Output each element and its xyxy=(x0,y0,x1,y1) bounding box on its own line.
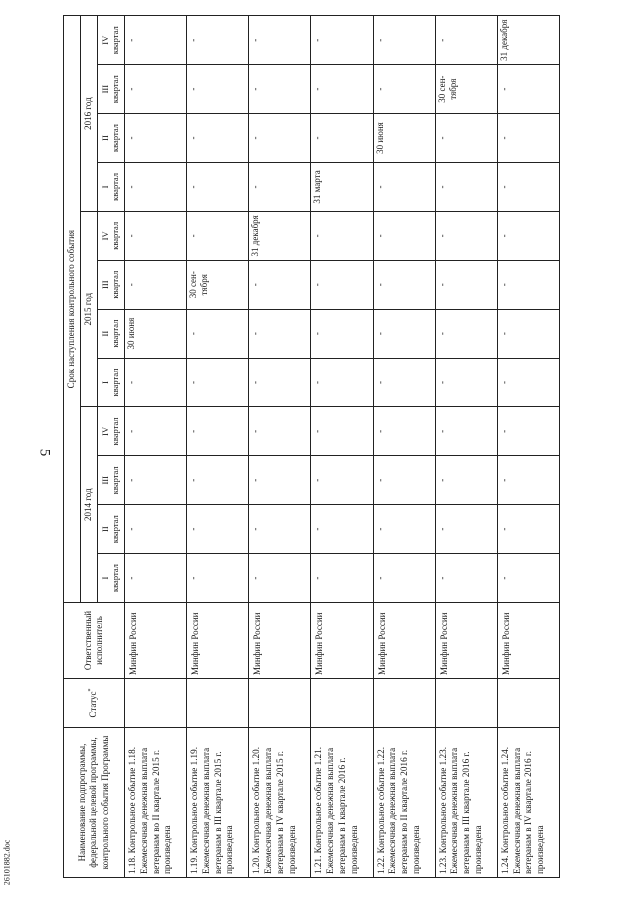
header-quarter: II квартал xyxy=(98,505,125,554)
deadline-cell: - xyxy=(125,554,187,603)
deadline-cell: - xyxy=(187,456,249,505)
deadline-cell: - xyxy=(125,358,187,407)
deadline-cell: - xyxy=(249,407,311,456)
header-status: Статус* xyxy=(64,679,125,728)
deadline-cell: - xyxy=(187,309,249,358)
event-name-cell: 1.23. Контрольное событие 1.23. Ежемесячная денежная выплата ветеранам в III квартале 2016 г. произведена xyxy=(435,728,497,878)
deadline-cell: - xyxy=(125,162,187,211)
deadline-cell: - xyxy=(435,211,497,260)
status-cell xyxy=(125,679,187,728)
deadline-cell: - xyxy=(125,260,187,309)
deadline-cell: - xyxy=(435,407,497,456)
header-quarter: III квартал xyxy=(98,260,125,309)
table-row xyxy=(125,16,187,878)
header-name: Наименование подпрограммы, федеральной целевой программы, контрольного события Программы xyxy=(64,728,125,878)
header-quarter: IV квартал xyxy=(98,16,125,65)
deadline-cell: - xyxy=(497,65,559,114)
deadline-cell: - xyxy=(435,16,497,65)
deadline-cell: - xyxy=(125,65,187,114)
deadline-cell: - xyxy=(373,358,435,407)
deadline-cell: - xyxy=(497,211,559,260)
executor-cell: Минфин России xyxy=(187,603,249,679)
deadline-cell: - xyxy=(311,358,373,407)
deadline-cell: - xyxy=(435,162,497,211)
deadline-cell: 30 июня xyxy=(373,114,435,163)
deadline-cell: - xyxy=(249,65,311,114)
deadline-cell: - xyxy=(125,456,187,505)
deadline-cell: - xyxy=(373,65,435,114)
deadline-cell: - xyxy=(249,554,311,603)
header-quarter: III квартал xyxy=(98,456,125,505)
deadline-cell: - xyxy=(373,162,435,211)
deadline-cell: - xyxy=(249,16,311,65)
deadline-cell: - xyxy=(125,114,187,163)
deadline-cell: 31 декабря xyxy=(497,16,559,65)
status-cell xyxy=(373,679,435,728)
status-cell xyxy=(435,679,497,728)
deadline-cell: 30 июня xyxy=(125,309,187,358)
page-number: 5 xyxy=(36,448,53,457)
deadline-cell: - xyxy=(435,309,497,358)
deadline-cell: - xyxy=(249,309,311,358)
header-year: 2015 год xyxy=(81,211,98,407)
deadline-cell: - xyxy=(311,211,373,260)
event-name-cell: 1.20. Контрольное событие 1.20. Ежемесячная денежная выплата ветеранам в IV квартале 2015 г. произведена xyxy=(249,728,311,878)
deadline-cell: - xyxy=(373,554,435,603)
deadline-cell: - xyxy=(249,358,311,407)
deadline-cell: - xyxy=(249,114,311,163)
deadline-cell: - xyxy=(311,260,373,309)
deadline-cell: 31 декабря xyxy=(249,211,311,260)
table-row xyxy=(187,16,249,878)
deadline-cell: - xyxy=(373,16,435,65)
deadline-cell: - xyxy=(373,309,435,358)
header-quarter: II квартал xyxy=(98,114,125,163)
deadline-cell: 31 марта xyxy=(311,162,373,211)
status-cell xyxy=(311,679,373,728)
table-row xyxy=(311,16,373,878)
deadline-cell: - xyxy=(497,260,559,309)
status-cell xyxy=(187,679,249,728)
footer-document-code: 26101882.doc xyxy=(2,839,12,886)
deadline-cell: - xyxy=(435,505,497,554)
event-name-cell: 1.22. Контрольное событие 1.22. Ежемесячная денежная выплата ветеранам во II квартале 2016 г. произведена xyxy=(373,728,435,878)
status-cell xyxy=(497,679,559,728)
event-name-cell: 1.19. Контрольное событие 1.19. Ежемесячная денежная выплата ветеранам в III квартале 2015 г. произведена xyxy=(187,728,249,878)
deadline-cell: - xyxy=(497,456,559,505)
header-executor: Ответственный исполнитель xyxy=(64,603,125,679)
deadline-cell: - xyxy=(435,114,497,163)
executor-cell: Минфин России xyxy=(435,603,497,679)
header-quarter: I квартал xyxy=(98,554,125,603)
event-name-cell: 1.18. Контрольное событие 1.18. Ежемесячная денежная выплата ветеранам во II квартале 2015 г. произведена xyxy=(125,728,187,878)
deadline-cell: - xyxy=(497,309,559,358)
deadline-cell: - xyxy=(125,16,187,65)
header-quarter: I квартал xyxy=(98,358,125,407)
deadline-cell: - xyxy=(187,211,249,260)
deadline-cell: - xyxy=(311,16,373,65)
deadline-cell: - xyxy=(311,407,373,456)
deadline-cell: - xyxy=(249,260,311,309)
deadline-cell: - xyxy=(187,65,249,114)
deadline-cell: - xyxy=(249,162,311,211)
deadline-cell: - xyxy=(497,358,559,407)
header-quarter: IV квартал xyxy=(98,211,125,260)
control-events-table xyxy=(63,15,560,878)
executor-cell: Минфин России xyxy=(249,603,311,679)
deadline-cell: 30 сен-тября xyxy=(187,260,249,309)
deadline-cell: - xyxy=(125,211,187,260)
deadline-cell: - xyxy=(497,554,559,603)
deadline-cell: - xyxy=(311,309,373,358)
deadline-cell: - xyxy=(435,456,497,505)
deadline-cell: - xyxy=(435,358,497,407)
deadline-cell: - xyxy=(311,505,373,554)
deadline-cell: - xyxy=(311,114,373,163)
executor-cell: Минфин России xyxy=(125,603,187,679)
deadline-cell: - xyxy=(373,211,435,260)
table-row xyxy=(497,16,559,878)
deadline-cell: - xyxy=(187,407,249,456)
deadline-cell: - xyxy=(497,505,559,554)
deadline-cell: - xyxy=(373,505,435,554)
deadline-cell: - xyxy=(125,505,187,554)
header-year: 2014 год xyxy=(81,407,98,603)
table-row xyxy=(373,16,435,878)
table-row xyxy=(249,16,311,878)
executor-cell: Минфин России xyxy=(311,603,373,679)
deadline-cell: - xyxy=(435,260,497,309)
header-quarter: III квартал xyxy=(98,65,125,114)
deadline-cell: - xyxy=(311,554,373,603)
status-cell xyxy=(249,679,311,728)
deadline-cell: - xyxy=(311,456,373,505)
table-row xyxy=(435,16,497,878)
deadline-cell: - xyxy=(187,16,249,65)
header-quarter: II квартал xyxy=(98,309,125,358)
executor-cell: Минфин России xyxy=(497,603,559,679)
deadline-cell: - xyxy=(125,407,187,456)
deadline-cell: - xyxy=(497,407,559,456)
deadline-cell: - xyxy=(497,162,559,211)
header-year: 2016 год xyxy=(81,16,98,212)
deadline-cell: - xyxy=(249,456,311,505)
executor-cell: Минфин России xyxy=(373,603,435,679)
deadline-cell: - xyxy=(373,260,435,309)
header-deadline: Срок наступления контрольного события xyxy=(64,16,81,603)
deadline-cell: - xyxy=(187,114,249,163)
deadline-cell: - xyxy=(373,407,435,456)
deadline-cell: - xyxy=(311,65,373,114)
event-name-cell: 1.24. Контрольное событие 1.24. Ежемесячная денежная выплата ветеранам в IV квартале 2016 г. произведена xyxy=(497,728,559,878)
deadline-cell: - xyxy=(187,358,249,407)
header-quarter: IV квартал xyxy=(98,407,125,456)
deadline-cell: - xyxy=(497,114,559,163)
event-name-cell: 1.21. Контрольное событие 1.21. Ежемесячная денежная выплата ветеранам в I квартале 2016 г. произведена xyxy=(311,728,373,878)
deadline-cell: - xyxy=(249,505,311,554)
deadline-cell: - xyxy=(187,505,249,554)
header-quarter: I квартал xyxy=(98,162,125,211)
deadline-cell: - xyxy=(373,456,435,505)
deadline-cell: 30 сен-тября xyxy=(435,65,497,114)
deadline-cell: - xyxy=(435,554,497,603)
rotated-table-container xyxy=(63,16,560,878)
deadline-cell: - xyxy=(187,554,249,603)
deadline-cell: - xyxy=(187,162,249,211)
